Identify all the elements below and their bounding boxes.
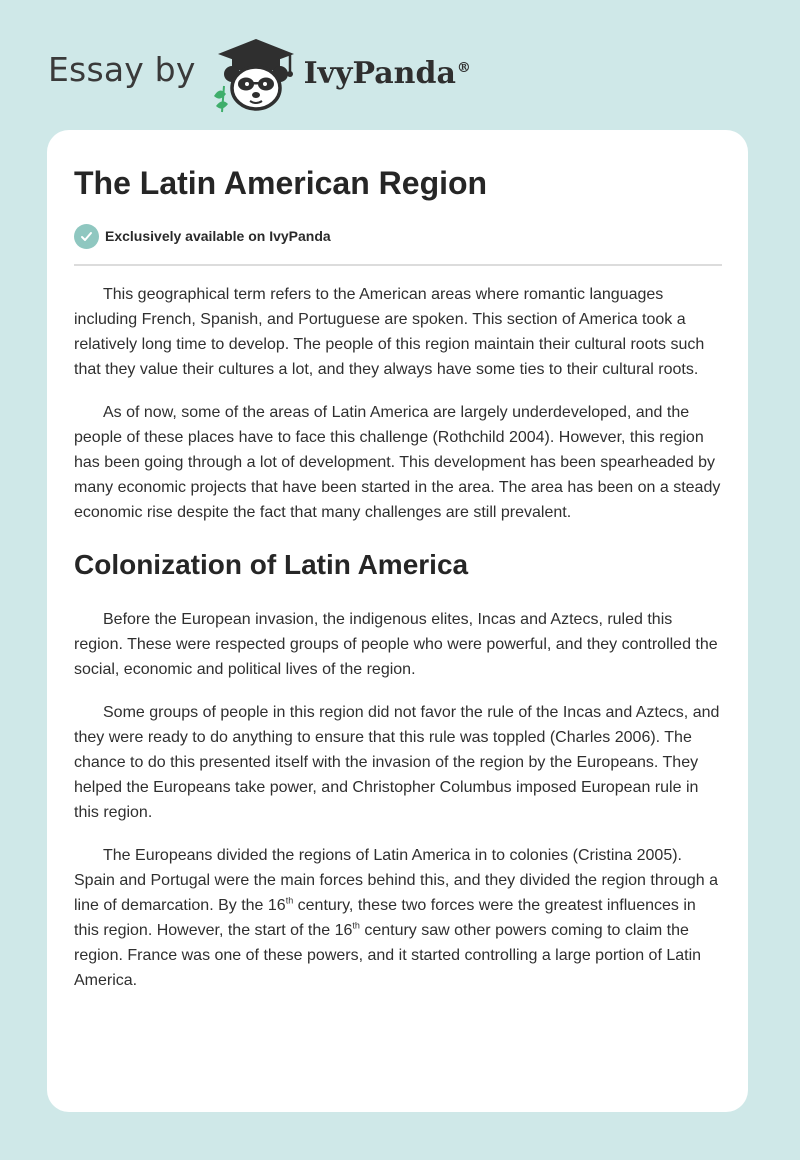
panda-logo-icon (210, 34, 302, 114)
divider (74, 264, 722, 266)
exclusive-badge (74, 222, 722, 250)
brand-name: IvyPanda® (303, 55, 471, 91)
section-heading: Colonization of Latin America (74, 549, 469, 580)
paragraph: This geographical term refers to the American areas where romantic languages including French, Spanish, and Portuguese are spoken. This section of America took a relatively long time to develop. The people of this region maintain their cultural roots such that they value their cultures a lot, and they always have some ties to their cultural roots. (74, 286, 705, 378)
essay-card (47, 130, 748, 1112)
registered-mark: ® (456, 59, 471, 76)
brand-header (48, 34, 471, 114)
paragraph: Some groups of people in this region did not favor the rule of the Incas and Aztecs, and they were ready to do anything to ensure that this rule was toppled (Charles 2006). The chance to do this presented itself with the invasion of the region by the Europeans. They helped the Europeans take power, and Christopher Columbus imposed European rule in this region. (74, 704, 720, 821)
exclusive-badge-text: Exclusively available on IvyPanda (105, 228, 331, 244)
brand-prefix: Essay by (48, 49, 196, 89)
check-icon (74, 224, 99, 249)
paragraph: The Europeans divided the regions of Latin America in to colonies (Cristina 2005). Spain and Portugal were the main forces behind this, and they divided the region through a line of demarcation. By the 16th century, these two forces were the greatest influences in this region. However, the start of the 16th century saw other powers coming to claim the region. France was one of these powers, and it started controlling a large portion of Latin America. (74, 847, 718, 989)
paragraph: As of now, some of the areas of Latin America are largely underdeveloped, and the people of these places have to face this challenge (Rothchild 2004). However, this region has been going through a lot of development. This development has been spearheaded by many economic projects that have been started in the area. The area has been on a steady economic rise despite the fact that many challenges are still prevalent. (74, 404, 721, 521)
page-title: The Latin American Region (74, 165, 488, 201)
article-body (74, 282, 722, 993)
paragraph: Before the European invasion, the indigenous elites, Incas and Aztecs, ruled this region. These were respected groups of people who were powerful, and they controlled the social, economic and political lives of the region. (74, 611, 718, 678)
